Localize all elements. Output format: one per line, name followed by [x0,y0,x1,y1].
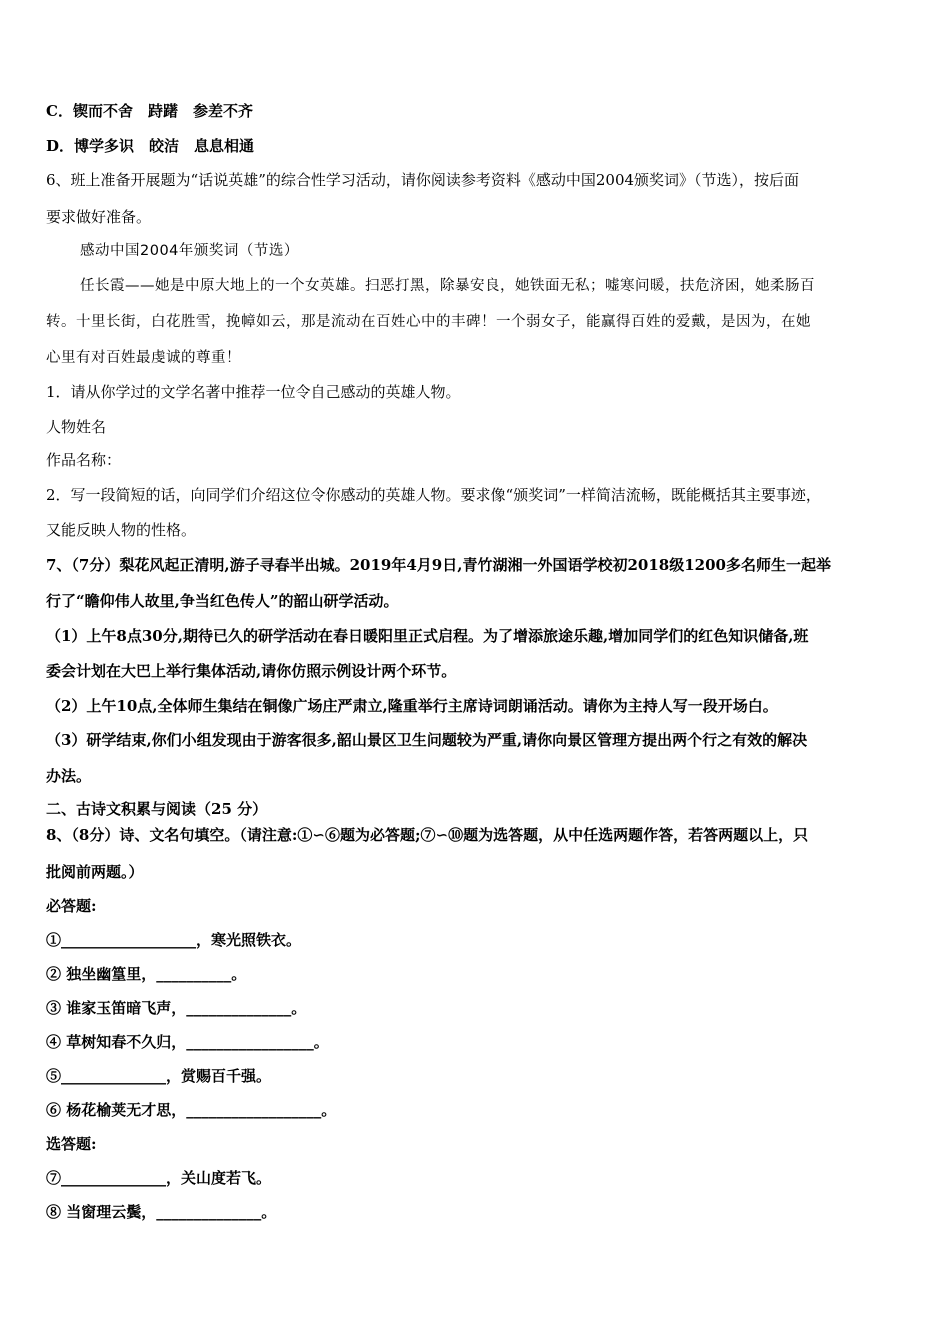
blank-item-7: ⑦______________，关山度若飞。 [46,1169,272,1187]
option-d: D．博学多识 皎洁 息息相通 [46,137,255,155]
material-title: 感动中国2004年颁奖词（节选） [80,243,299,259]
material-line1: 任长霞——她是中原大地上的一个女英雄。扫恶打黑，除暴安良，她铁面无私；嘘寒问暖，扶危济困，她柔肠百 [80,278,815,294]
q7-sub1-line2: 委会计划在大巴上举行集体活动,请你仿照示例设计两个环节。 [46,662,457,680]
q6-intro-line2: 要求做好准备。 [46,208,152,226]
material-line3: 心里有对百姓最虔诚的尊重！ [46,350,241,366]
q8-line1: 8、（8分）诗、文名句填空。（请注意:①∽⑥题为必答题;⑦∽⑩题为选答题，从中任选两题作答，若答两题以上，只 [46,826,809,844]
q7-line2: 行了“瞻仰伟人故里,争当红色传人”的韶山研学活动。 [46,592,399,610]
q7-line1: 7、（7分）梨花风起正清明,游子寻春半出城。2019年4月9日,青竹湖湘一外国语学校初2018级1200多名师生一起举 [46,556,831,574]
blank-item-1: ①__________________，寒光照铁衣。 [46,931,302,949]
blank-item-5: ⑤______________，赏赐百千强。 [46,1067,272,1085]
q7-sub3-line1: （3）研学结束,你们小组发现由于游客很多,韶山景区卫生问题较为严重,请你向景区管理方提出两个行之有效的解决 [46,731,808,749]
work-label: 作品名称： [46,451,122,469]
q6-task2-line2: 又能反映人物的性格。 [46,521,197,539]
q6-task1: 1．请从你学过的文学名著中推荐一位令自己感动的英雄人物。 [46,383,461,401]
name-label: 人物姓名 [46,418,107,436]
q7-sub3-line2: 办法。 [46,767,92,785]
blank-item-8: ⑧ 当窗理云鬓，______________。 [46,1203,277,1221]
q7-sub1-line1: （1）上午8点30分,期待已久的研学活动在春日暖阳里正式启程。为了增添旅途乐趣,增加同学们的红色知识储备,班 [46,627,809,645]
section-heading: 二、古诗文积累与阅读（25 分） [46,800,268,818]
required-label: 必答题: [46,897,97,915]
q6-task2-line1: 2．写一段简短的话，向同学们介绍这位令你感动的英雄人物。要求像“颁奖词”一样简洁流畅，既能概括其主要事迹， [46,486,821,504]
q8-line2: 批阅前两题。） [46,863,144,881]
blank-item-2: ② 独坐幽篁里，__________。 [46,965,247,983]
blank-item-3: ③ 谁家玉笛暗飞声，______________。 [46,999,307,1017]
material-line2: 转。十里长街，白花胜雪，挽幛如云，那是流动在百姓心中的丰碑！一个弱女子，能赢得百姓的爱戴，是因为，在她 [46,314,811,330]
q7-sub2: （2）上午10点,全体师生集结在铜像广场庄严肃立,隆重举行主席诗词朗诵活动。请你为主持人写一段开场白。 [46,697,778,715]
optional-label: 选答题: [46,1135,97,1153]
option-c: C．锲而不舍 跱躇 参差不齐 [46,102,253,120]
blank-item-6: ⑥ 杨花榆荚无才思，__________________。 [46,1101,337,1119]
q6-intro-line1: 6、班上准备开展题为“话说英雄”的综合性学习活动，请你阅读参考资料《感动中国2004颁奖词》（节选），按后面 [46,171,800,189]
blank-item-4: ④ 草树知春不久归，_________________。 [46,1033,329,1051]
